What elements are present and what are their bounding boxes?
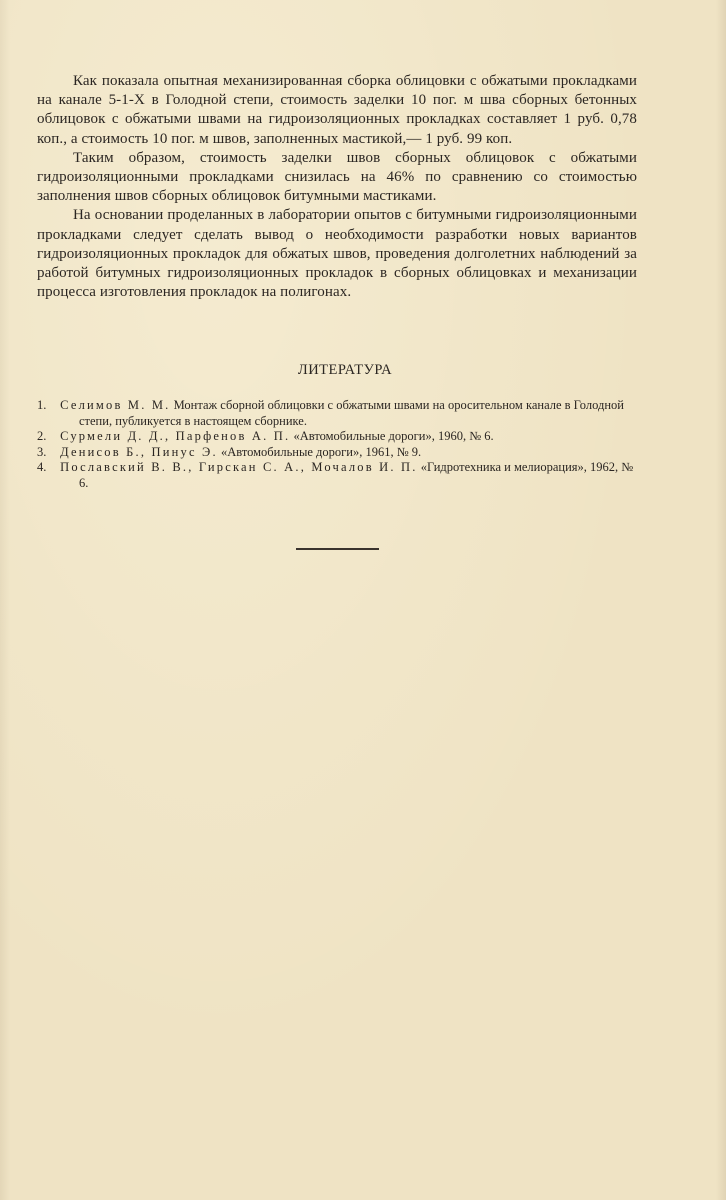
reference-item (37, 445, 641, 461)
references-list (37, 398, 641, 491)
reference-author: Сурмели Д. Д., Парфенов А. П. (60, 429, 291, 443)
body-text (37, 72, 637, 302)
reference-number: 3. (37, 444, 47, 459)
paragraph-3: На основании проделанных в лаборатории опытов с битумными гидроизоляционными прокладками следует сделать вывод о необходимости разработки новых вариантов гидроизоляционных прокладок для обжатых швов, проведения долголетних наблюдений за работой битумных гидроизоляционных прокладок в сборных облицовках и механизации процесса изготовления прокладок на полигонах. (37, 207, 637, 301)
reference-author: Селимов М. М. (60, 398, 171, 412)
reference-number: 2. (37, 429, 47, 443)
reference-text: «Гидротехника и мелиорация», 1962, № 6. (79, 460, 634, 490)
reference-item (37, 429, 641, 445)
reference-text: «Автомобильные дороги», 1960, № 6. (293, 429, 494, 443)
reference-item (37, 398, 641, 429)
reference-number: 1. (37, 398, 47, 412)
paragraph-1: Как показала опытная механизированная сборка облицовки с обжатыми прокладками на канале 5-1-Х в Голодной степи, стоимость заделки 10 пог. м шва сборных бетонных облицовок с обжатыми швами на гидроизоляционных прокладках составляет 1 руб. 0,78 коп., а стоимость 10 пог. м швов, заполненных мастикой,— 1 руб. 99 коп. (37, 73, 637, 147)
end-rule (296, 548, 379, 550)
reference-text: «Автомобильные дороги», 1961, № 9. (220, 444, 422, 459)
references-heading: ЛИТЕРАТУРА (297, 362, 393, 378)
reference-author: Пославский В. В., Гирскан С. А., Мочалов И. П. (60, 460, 418, 474)
reference-text: Монтаж сборной облицовки с обжатыми швами на оросительном канале в Голодной степи, публикуется в настоящем сборнике. (79, 398, 624, 428)
paragraph-2: Таким образом, стоимость заделки швов сборных облицовок с обжатыми гидроизоляционными прокладками снизилась на 46% по сравнению со стоимостью заполнения швов сборных облицовок битумными мастиками. (37, 149, 637, 205)
reference-item (37, 460, 641, 491)
reference-number: 4. (37, 460, 47, 474)
reference-author: Денисов Б., Пинус Э. (60, 444, 218, 459)
